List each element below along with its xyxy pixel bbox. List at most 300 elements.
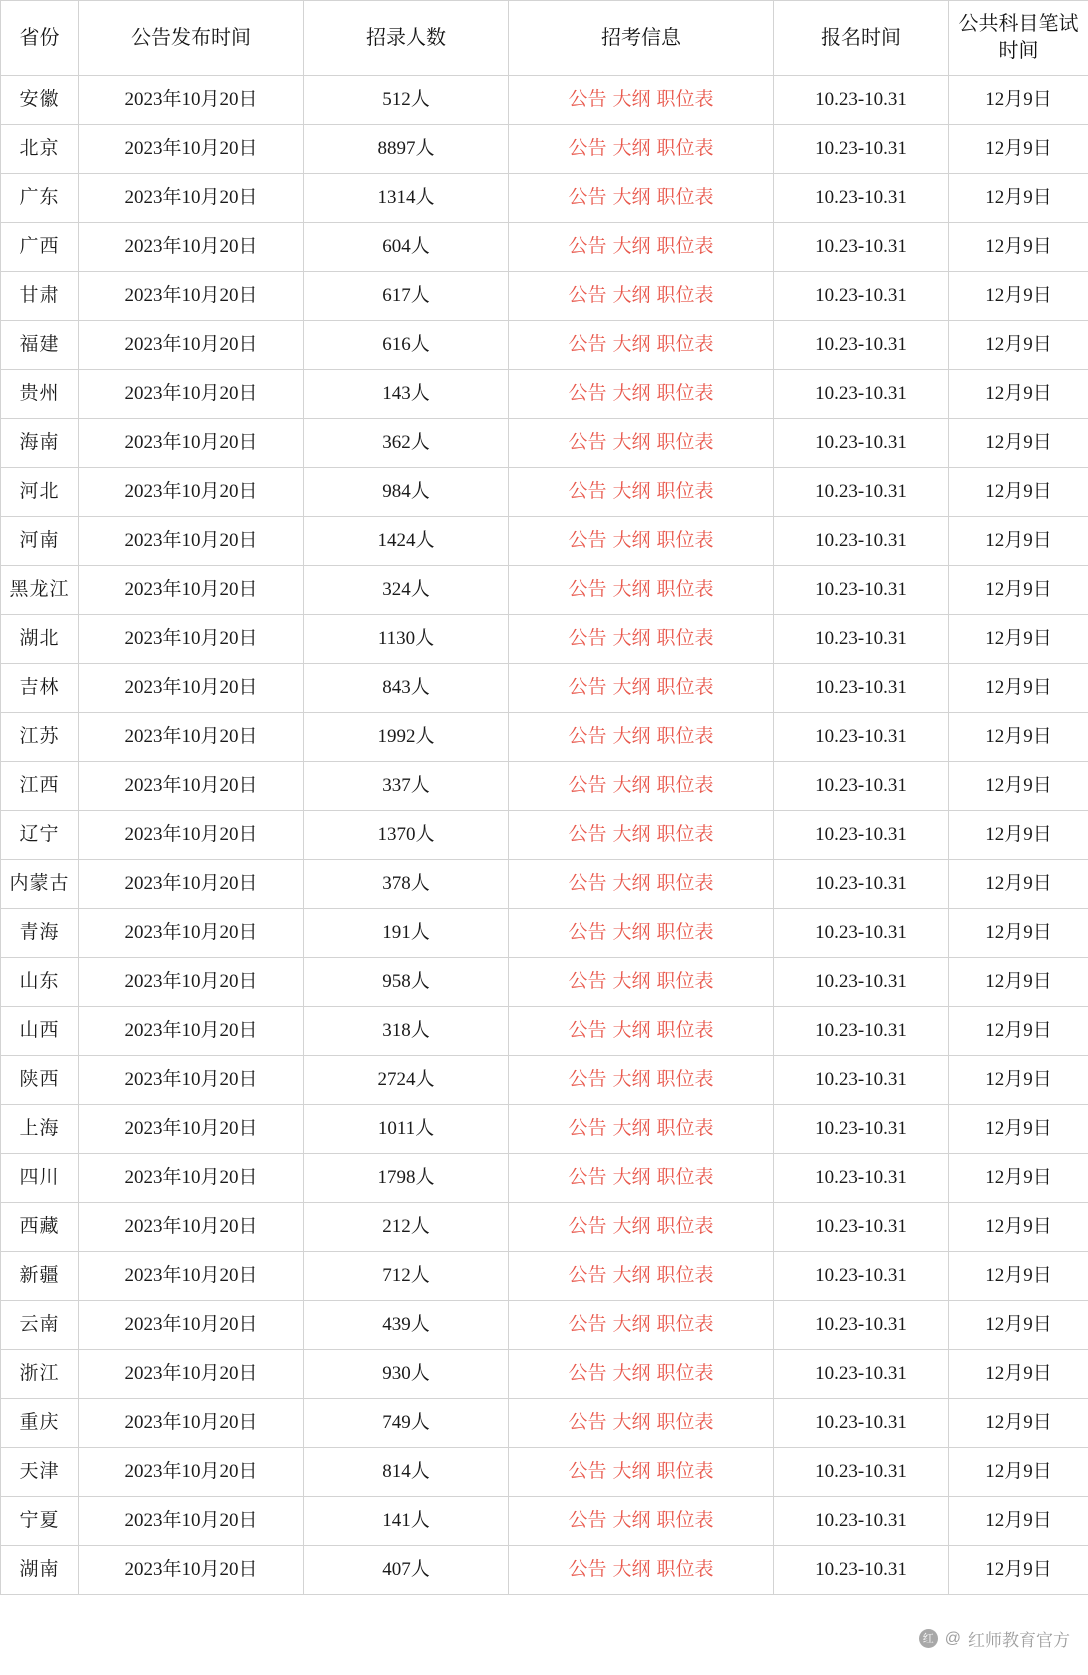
cell-announce-date: 2023年10月20日 xyxy=(79,762,304,811)
table-row xyxy=(1,468,1088,517)
cell-announce-date: 2023年10月20日 xyxy=(79,860,304,909)
info-link[interactable]: 职位表 xyxy=(656,1020,714,1042)
table-row xyxy=(1,1546,1088,1595)
cell-exam-date: 12月9日 xyxy=(949,76,1088,125)
info-link[interactable]: 公告 xyxy=(568,628,607,650)
info-link[interactable]: 大纲 xyxy=(612,1167,651,1189)
cell-signup-period: 10.23-10.31 xyxy=(774,174,949,223)
table-row xyxy=(1,1252,1088,1301)
info-link[interactable]: 大纲 xyxy=(612,530,651,552)
info-link[interactable]: 大纲 xyxy=(612,1412,651,1434)
cell-info-links xyxy=(509,272,774,321)
cell-info-links xyxy=(509,1105,774,1154)
cell-province: 陕西 xyxy=(1,1056,79,1105)
cell-province: 河南 xyxy=(1,517,79,566)
info-link[interactable]: 公告 xyxy=(568,775,607,797)
cell-info-links xyxy=(509,1203,774,1252)
table-row xyxy=(1,1154,1088,1203)
column-header-province xyxy=(1,1,79,76)
cell-announce-date: 2023年10月20日 xyxy=(79,321,304,370)
cell-signup-period: 10.23-10.31 xyxy=(774,125,949,174)
cell-province: 云南 xyxy=(1,1301,79,1350)
info-link[interactable]: 职位表 xyxy=(656,1314,714,1336)
cell-signup-period: 10.23-10.31 xyxy=(774,664,949,713)
column-header-count-label: 招录人数 xyxy=(366,26,446,49)
cell-info-links xyxy=(509,860,774,909)
table-row xyxy=(1,1399,1088,1448)
cell-exam-date: 12月9日 xyxy=(949,370,1088,419)
info-link[interactable]: 大纲 xyxy=(612,1559,651,1581)
info-link[interactable]: 大纲 xyxy=(612,775,651,797)
table-row xyxy=(1,419,1088,468)
column-header-exam-label: 公共科目笔试时间 xyxy=(958,13,1079,62)
cell-signup-period: 10.23-10.31 xyxy=(774,958,949,1007)
cell-count: 1130人 xyxy=(304,615,509,664)
cell-announce-date: 2023年10月20日 xyxy=(79,468,304,517)
cell-exam-date: 12月9日 xyxy=(949,125,1088,174)
cell-announce-date: 2023年10月20日 xyxy=(79,615,304,664)
column-header-exam xyxy=(949,1,1088,76)
cell-province: 福建 xyxy=(1,321,79,370)
table-body xyxy=(1,76,1088,1595)
watermark-at-symbol: @ xyxy=(944,1629,961,1647)
info-link[interactable]: 公告 xyxy=(568,824,607,846)
cell-count: 141人 xyxy=(304,1497,509,1546)
cell-province: 安徽 xyxy=(1,76,79,125)
cell-count: 407人 xyxy=(304,1546,509,1595)
cell-signup-period: 10.23-10.31 xyxy=(774,1399,949,1448)
info-link[interactable]: 公告 xyxy=(568,530,607,552)
cell-announce-date: 2023年10月20日 xyxy=(79,1203,304,1252)
info-link[interactable]: 公告 xyxy=(568,1118,607,1140)
info-link[interactable]: 公告 xyxy=(568,1265,607,1287)
table-row xyxy=(1,1203,1088,1252)
info-link[interactable]: 职位表 xyxy=(656,89,714,111)
cell-province: 新疆 xyxy=(1,1252,79,1301)
cell-count: 814人 xyxy=(304,1448,509,1497)
cell-info-links xyxy=(509,174,774,223)
table-row xyxy=(1,1105,1088,1154)
cell-province: 湖南 xyxy=(1,1546,79,1595)
cell-province: 浙江 xyxy=(1,1350,79,1399)
info-link[interactable]: 公告 xyxy=(568,285,607,307)
info-link[interactable]: 公告 xyxy=(568,1461,607,1483)
info-link[interactable]: 职位表 xyxy=(656,1118,714,1140)
cell-province: 西藏 xyxy=(1,1203,79,1252)
info-link[interactable]: 公告 xyxy=(568,1363,607,1385)
cell-exam-date: 12月9日 xyxy=(949,664,1088,713)
cell-signup-period: 10.23-10.31 xyxy=(774,76,949,125)
info-link[interactable]: 大纲 xyxy=(612,971,651,993)
cell-exam-date: 12月9日 xyxy=(949,1252,1088,1301)
cell-signup-period: 10.23-10.31 xyxy=(774,321,949,370)
cell-announce-date: 2023年10月20日 xyxy=(79,1007,304,1056)
info-link[interactable]: 大纲 xyxy=(612,1363,651,1385)
cell-exam-date: 12月9日 xyxy=(949,1399,1088,1448)
cell-province: 上海 xyxy=(1,1105,79,1154)
cell-signup-period: 10.23-10.31 xyxy=(774,272,949,321)
table-row xyxy=(1,909,1088,958)
info-link[interactable]: 职位表 xyxy=(656,971,714,993)
cell-announce-date: 2023年10月20日 xyxy=(79,1154,304,1203)
cell-count: 191人 xyxy=(304,909,509,958)
info-link[interactable]: 大纲 xyxy=(612,579,651,601)
cell-exam-date: 12月9日 xyxy=(949,713,1088,762)
cell-exam-date: 12月9日 xyxy=(949,321,1088,370)
cell-info-links xyxy=(509,664,774,713)
info-link[interactable]: 职位表 xyxy=(656,1559,714,1581)
info-link[interactable]: 公告 xyxy=(568,432,607,454)
cell-exam-date: 12月9日 xyxy=(949,566,1088,615)
cell-info-links xyxy=(509,1252,774,1301)
cell-info-links xyxy=(509,909,774,958)
cell-signup-period: 10.23-10.31 xyxy=(774,615,949,664)
cell-announce-date: 2023年10月20日 xyxy=(79,272,304,321)
cell-exam-date: 12月9日 xyxy=(949,1350,1088,1399)
cell-count: 439人 xyxy=(304,1301,509,1350)
info-link[interactable]: 大纲 xyxy=(612,138,651,160)
cell-announce-date: 2023年10月20日 xyxy=(79,370,304,419)
info-link[interactable]: 职位表 xyxy=(656,1510,714,1532)
cell-province: 海南 xyxy=(1,419,79,468)
table-row xyxy=(1,566,1088,615)
info-link[interactable]: 大纲 xyxy=(612,677,651,699)
info-link[interactable]: 公告 xyxy=(568,677,607,699)
info-link[interactable]: 大纲 xyxy=(612,1020,651,1042)
cell-info-links xyxy=(509,223,774,272)
cell-exam-date: 12月9日 xyxy=(949,419,1088,468)
info-link[interactable]: 大纲 xyxy=(612,873,651,895)
table-row xyxy=(1,811,1088,860)
cell-info-links xyxy=(509,811,774,860)
table-row xyxy=(1,321,1088,370)
column-header-announce-date xyxy=(79,1,304,76)
table-row xyxy=(1,1301,1088,1350)
table-row xyxy=(1,860,1088,909)
cell-province: 湖北 xyxy=(1,615,79,664)
info-link[interactable]: 职位表 xyxy=(656,383,714,405)
cell-info-links xyxy=(509,1350,774,1399)
cell-announce-date: 2023年10月20日 xyxy=(79,125,304,174)
cell-info-links xyxy=(509,419,774,468)
info-link[interactable]: 公告 xyxy=(568,1069,607,1091)
cell-exam-date: 12月9日 xyxy=(949,223,1088,272)
table-header xyxy=(1,1,1088,76)
cell-info-links xyxy=(509,615,774,664)
table-row xyxy=(1,223,1088,272)
cell-announce-date: 2023年10月20日 xyxy=(79,1546,304,1595)
info-link[interactable]: 职位表 xyxy=(656,1167,714,1189)
info-link[interactable]: 职位表 xyxy=(656,1069,714,1091)
cell-signup-period: 10.23-10.31 xyxy=(774,517,949,566)
cell-info-links xyxy=(509,468,774,517)
cell-count: 2724人 xyxy=(304,1056,509,1105)
cell-exam-date: 12月9日 xyxy=(949,1203,1088,1252)
info-link[interactable]: 公告 xyxy=(568,138,607,160)
cell-announce-date: 2023年10月20日 xyxy=(79,1399,304,1448)
info-link[interactable]: 职位表 xyxy=(656,579,714,601)
info-link[interactable]: 大纲 xyxy=(612,89,651,111)
cell-signup-period: 10.23-10.31 xyxy=(774,468,949,517)
table-header-row xyxy=(1,1,1088,76)
cell-signup-period: 10.23-10.31 xyxy=(774,1203,949,1252)
table-row xyxy=(1,1350,1088,1399)
info-link[interactable]: 职位表 xyxy=(656,824,714,846)
cell-signup-period: 10.23-10.31 xyxy=(774,909,949,958)
cell-announce-date: 2023年10月20日 xyxy=(79,174,304,223)
table-row xyxy=(1,174,1088,223)
cell-province: 甘肃 xyxy=(1,272,79,321)
info-link[interactable]: 公告 xyxy=(568,334,607,356)
cell-announce-date: 2023年10月20日 xyxy=(79,1252,304,1301)
info-link[interactable]: 大纲 xyxy=(612,481,651,503)
table-row xyxy=(1,1497,1088,1546)
info-link[interactable]: 大纲 xyxy=(612,334,651,356)
cell-exam-date: 12月9日 xyxy=(949,811,1088,860)
cell-province: 四川 xyxy=(1,1154,79,1203)
info-link[interactable]: 公告 xyxy=(568,187,607,209)
info-link[interactable]: 公告 xyxy=(568,579,607,601)
cell-info-links xyxy=(509,1399,774,1448)
cell-count: 1370人 xyxy=(304,811,509,860)
cell-signup-period: 10.23-10.31 xyxy=(774,713,949,762)
cell-signup-period: 10.23-10.31 xyxy=(774,566,949,615)
cell-count: 843人 xyxy=(304,664,509,713)
cell-exam-date: 12月9日 xyxy=(949,762,1088,811)
info-link[interactable]: 公告 xyxy=(568,1020,607,1042)
cell-count: 749人 xyxy=(304,1399,509,1448)
cell-announce-date: 2023年10月20日 xyxy=(79,1056,304,1105)
cell-exam-date: 12月9日 xyxy=(949,1154,1088,1203)
cell-info-links xyxy=(509,1154,774,1203)
cell-announce-date: 2023年10月20日 xyxy=(79,1448,304,1497)
cell-count: 362人 xyxy=(304,419,509,468)
cell-info-links xyxy=(509,76,774,125)
info-link[interactable]: 大纲 xyxy=(612,285,651,307)
cell-count: 1424人 xyxy=(304,517,509,566)
info-link[interactable]: 大纲 xyxy=(612,824,651,846)
cell-count: 1314人 xyxy=(304,174,509,223)
cell-count: 324人 xyxy=(304,566,509,615)
table-row xyxy=(1,762,1088,811)
info-link[interactable]: 职位表 xyxy=(656,187,714,209)
cell-count: 212人 xyxy=(304,1203,509,1252)
info-link[interactable]: 职位表 xyxy=(656,726,714,748)
cell-signup-period: 10.23-10.31 xyxy=(774,811,949,860)
cell-signup-period: 10.23-10.31 xyxy=(774,1546,949,1595)
info-link[interactable]: 职位表 xyxy=(656,530,714,552)
cell-exam-date: 12月9日 xyxy=(949,909,1088,958)
cell-signup-period: 10.23-10.31 xyxy=(774,1350,949,1399)
cell-signup-period: 10.23-10.31 xyxy=(774,1154,949,1203)
info-link[interactable]: 公告 xyxy=(568,922,607,944)
info-link[interactable]: 大纲 xyxy=(612,383,651,405)
cell-info-links xyxy=(509,125,774,174)
cell-info-links xyxy=(509,1497,774,1546)
cell-announce-date: 2023年10月20日 xyxy=(79,223,304,272)
table-row xyxy=(1,1007,1088,1056)
cell-province: 重庆 xyxy=(1,1399,79,1448)
cell-announce-date: 2023年10月20日 xyxy=(79,1350,304,1399)
cell-count: 337人 xyxy=(304,762,509,811)
info-link[interactable]: 职位表 xyxy=(656,481,714,503)
cell-announce-date: 2023年10月20日 xyxy=(79,1497,304,1546)
info-link[interactable]: 公告 xyxy=(568,873,607,895)
cell-province: 辽宁 xyxy=(1,811,79,860)
info-link[interactable]: 职位表 xyxy=(656,285,714,307)
info-link[interactable]: 职位表 xyxy=(656,628,714,650)
info-link[interactable]: 职位表 xyxy=(656,1216,714,1238)
table-row xyxy=(1,272,1088,321)
info-link[interactable]: 职位表 xyxy=(656,1412,714,1434)
info-link[interactable]: 公告 xyxy=(568,481,607,503)
info-link[interactable]: 职位表 xyxy=(656,1265,714,1287)
cell-info-links xyxy=(509,1301,774,1350)
cell-info-links xyxy=(509,1448,774,1497)
info-link[interactable]: 大纲 xyxy=(612,726,651,748)
cell-signup-period: 10.23-10.31 xyxy=(774,1497,949,1546)
cell-province: 吉林 xyxy=(1,664,79,713)
cell-count: 958人 xyxy=(304,958,509,1007)
column-header-signup xyxy=(774,1,949,76)
column-header-announce-date-label: 公告发布时间 xyxy=(131,26,251,49)
cell-count: 143人 xyxy=(304,370,509,419)
info-link[interactable]: 职位表 xyxy=(656,873,714,895)
info-link[interactable]: 职位表 xyxy=(656,1363,714,1385)
cell-info-links xyxy=(509,1546,774,1595)
info-link[interactable]: 公告 xyxy=(568,89,607,111)
info-link[interactable]: 大纲 xyxy=(612,1265,651,1287)
cell-announce-date: 2023年10月20日 xyxy=(79,419,304,468)
cell-signup-period: 10.23-10.31 xyxy=(774,1056,949,1105)
cell-province: 黑龙江 xyxy=(1,566,79,615)
table-row xyxy=(1,125,1088,174)
cell-announce-date: 2023年10月20日 xyxy=(79,1105,304,1154)
cell-province: 贵州 xyxy=(1,370,79,419)
info-link[interactable]: 职位表 xyxy=(656,1461,714,1483)
column-header-info xyxy=(509,1,774,76)
info-link[interactable]: 大纲 xyxy=(612,432,651,454)
cell-count: 1798人 xyxy=(304,1154,509,1203)
cell-count: 604人 xyxy=(304,223,509,272)
info-link[interactable]: 职位表 xyxy=(656,334,714,356)
info-link[interactable]: 大纲 xyxy=(612,1118,651,1140)
info-link[interactable]: 大纲 xyxy=(612,1510,651,1532)
cell-signup-period: 10.23-10.31 xyxy=(774,223,949,272)
cell-announce-date: 2023年10月20日 xyxy=(79,664,304,713)
info-link[interactable]: 公告 xyxy=(568,236,607,258)
cell-signup-period: 10.23-10.31 xyxy=(774,1252,949,1301)
info-link[interactable]: 公告 xyxy=(568,1314,607,1336)
info-link[interactable]: 公告 xyxy=(568,726,607,748)
info-link[interactable]: 职位表 xyxy=(656,236,714,258)
cell-signup-period: 10.23-10.31 xyxy=(774,370,949,419)
cell-signup-period: 10.23-10.31 xyxy=(774,1007,949,1056)
cell-count: 512人 xyxy=(304,76,509,125)
info-link[interactable]: 职位表 xyxy=(656,922,714,944)
cell-info-links xyxy=(509,517,774,566)
info-link[interactable]: 公告 xyxy=(568,383,607,405)
info-link[interactable]: 大纲 xyxy=(612,922,651,944)
cell-count: 8897人 xyxy=(304,125,509,174)
table-row xyxy=(1,1448,1088,1497)
info-link[interactable]: 大纲 xyxy=(612,187,651,209)
info-link[interactable]: 大纲 xyxy=(612,236,651,258)
cell-announce-date: 2023年10月20日 xyxy=(79,713,304,762)
cell-exam-date: 12月9日 xyxy=(949,272,1088,321)
cell-exam-date: 12月9日 xyxy=(949,468,1088,517)
cell-exam-date: 12月9日 xyxy=(949,860,1088,909)
cell-count: 930人 xyxy=(304,1350,509,1399)
cell-province: 山东 xyxy=(1,958,79,1007)
cell-exam-date: 12月9日 xyxy=(949,174,1088,223)
cell-announce-date: 2023年10月20日 xyxy=(79,1301,304,1350)
info-link[interactable]: 大纲 xyxy=(612,1461,651,1483)
cell-count: 984人 xyxy=(304,468,509,517)
cell-announce-date: 2023年10月20日 xyxy=(79,566,304,615)
cell-exam-date: 12月9日 xyxy=(949,958,1088,1007)
info-link[interactable]: 大纲 xyxy=(612,1216,651,1238)
cell-info-links xyxy=(509,321,774,370)
cell-announce-date: 2023年10月20日 xyxy=(79,76,304,125)
cell-count: 1992人 xyxy=(304,713,509,762)
info-link[interactable]: 职位表 xyxy=(656,138,714,160)
info-link[interactable]: 职位表 xyxy=(656,432,714,454)
column-header-signup-label: 报名时间 xyxy=(821,26,901,49)
cell-count: 616人 xyxy=(304,321,509,370)
table-row xyxy=(1,664,1088,713)
cell-info-links xyxy=(509,1007,774,1056)
cell-signup-period: 10.23-10.31 xyxy=(774,860,949,909)
info-link[interactable]: 公告 xyxy=(568,1412,607,1434)
cell-count: 617人 xyxy=(304,272,509,321)
watermark xyxy=(919,1626,1070,1651)
table-row xyxy=(1,958,1088,1007)
info-link[interactable]: 职位表 xyxy=(656,677,714,699)
info-link[interactable]: 职位表 xyxy=(656,775,714,797)
cell-province: 广西 xyxy=(1,223,79,272)
info-link[interactable]: 大纲 xyxy=(612,1314,651,1336)
info-link[interactable]: 公告 xyxy=(568,971,607,993)
cell-exam-date: 12月9日 xyxy=(949,1301,1088,1350)
cell-signup-period: 10.23-10.31 xyxy=(774,1448,949,1497)
table-row xyxy=(1,615,1088,664)
cell-exam-date: 12月9日 xyxy=(949,1546,1088,1595)
cell-info-links xyxy=(509,762,774,811)
cell-signup-period: 10.23-10.31 xyxy=(774,1105,949,1154)
info-link[interactable]: 公告 xyxy=(568,1216,607,1238)
info-link[interactable]: 公告 xyxy=(568,1167,607,1189)
cell-province: 江西 xyxy=(1,762,79,811)
info-link[interactable]: 大纲 xyxy=(612,628,651,650)
column-header-province-label: 省份 xyxy=(19,26,60,49)
table-row xyxy=(1,713,1088,762)
info-link[interactable]: 公告 xyxy=(568,1510,607,1532)
cell-province: 河北 xyxy=(1,468,79,517)
cell-exam-date: 12月9日 xyxy=(949,1105,1088,1154)
cell-province: 宁夏 xyxy=(1,1497,79,1546)
cell-exam-date: 12月9日 xyxy=(949,1007,1088,1056)
cell-signup-period: 10.23-10.31 xyxy=(774,762,949,811)
cell-count: 318人 xyxy=(304,1007,509,1056)
info-link[interactable]: 公告 xyxy=(568,1559,607,1581)
table-row xyxy=(1,76,1088,125)
cell-province: 广东 xyxy=(1,174,79,223)
cell-province: 山西 xyxy=(1,1007,79,1056)
cell-province: 江苏 xyxy=(1,713,79,762)
info-link[interactable]: 大纲 xyxy=(612,1069,651,1091)
cell-exam-date: 12月9日 xyxy=(949,1448,1088,1497)
